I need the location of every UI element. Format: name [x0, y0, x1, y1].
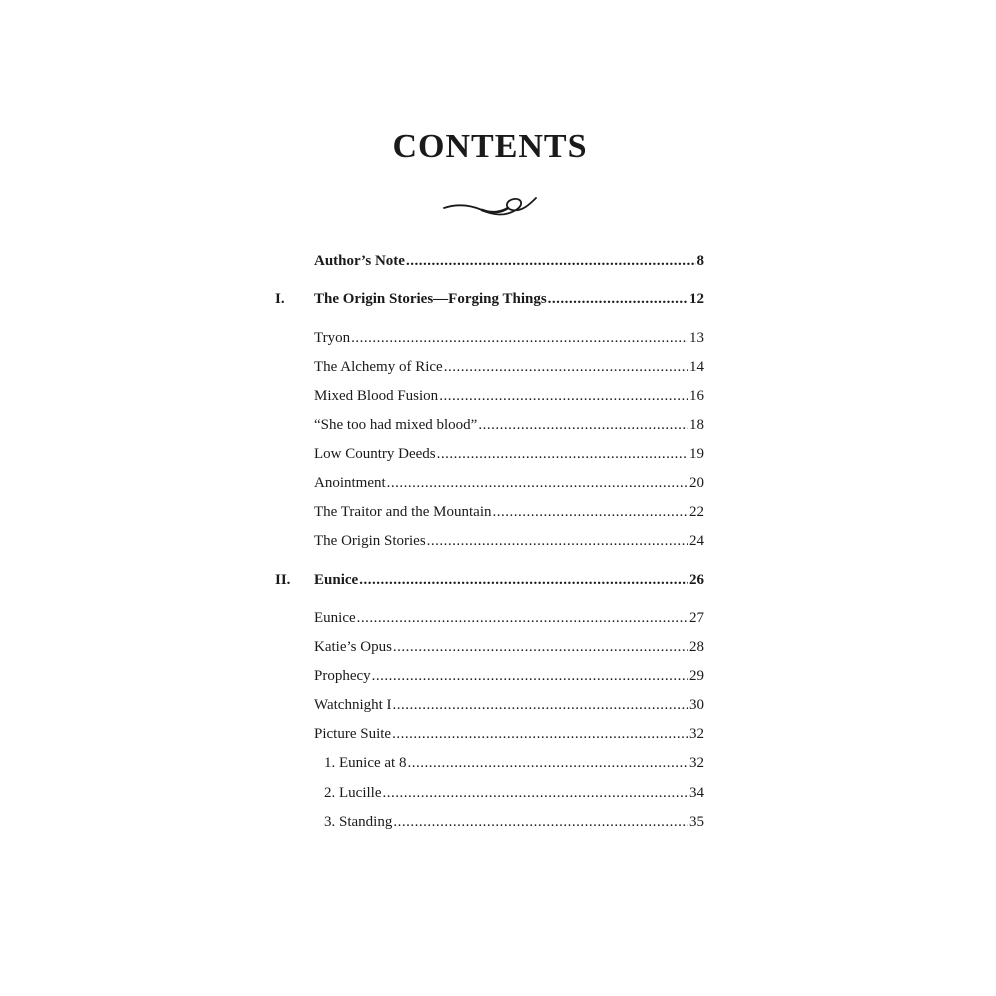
toc-page-number: 8	[696, 253, 704, 269]
toc-entry-label: Author’s Note	[314, 253, 405, 269]
dot-leader	[393, 694, 688, 716]
toc-entry[interactable]	[314, 501, 704, 523]
toc-entry[interactable]	[314, 356, 704, 378]
toc-entry-label: Mixed Blood Fusion	[314, 388, 439, 404]
part-numeral: I.	[275, 291, 285, 307]
toc-entry-authors-note[interactable]	[314, 250, 704, 272]
toc-page-number: 16	[689, 388, 704, 404]
toc-entry-label: The Alchemy of Rice	[314, 359, 443, 375]
toc-entry[interactable]	[314, 472, 704, 494]
toc-entry[interactable]	[314, 327, 704, 349]
toc-page-number: 35	[689, 814, 704, 830]
toc-part-heading[interactable]	[314, 569, 704, 591]
dot-leader	[393, 636, 688, 658]
toc-subentry[interactable]	[324, 811, 704, 833]
toc-page-number: 20	[689, 475, 704, 491]
toc-entry[interactable]	[314, 723, 704, 745]
toc-page-number: 30	[689, 697, 704, 713]
toc-entry-label: 3. Standing	[324, 814, 393, 830]
toc-page-number: 27	[689, 610, 704, 626]
dot-leader	[351, 327, 688, 349]
toc-entry-label: The Origin Stories	[314, 533, 426, 549]
toc-entry-label: “She too had mixed blood”	[314, 417, 478, 433]
dot-leader	[372, 665, 688, 687]
dot-leader	[478, 414, 688, 436]
dot-leader	[406, 250, 696, 272]
toc-entry-label: Eunice	[314, 610, 356, 626]
toc-page-number: 32	[689, 755, 704, 771]
toc-page-number: 18	[689, 417, 704, 433]
toc-page-number: 32	[689, 726, 704, 742]
toc-subentry[interactable]	[324, 782, 704, 804]
toc-page-number: 22	[689, 504, 704, 520]
toc-entry-label: Watchnight I	[314, 697, 392, 713]
page-title: CONTENTS	[392, 128, 588, 165]
toc-page-number: 26	[689, 572, 704, 588]
toc-entry-label: Katie’s Opus	[314, 639, 392, 655]
dot-leader	[492, 501, 688, 523]
toc-entry-label: Picture Suite	[314, 726, 392, 742]
dot-leader	[392, 723, 688, 745]
toc-entry[interactable]	[314, 607, 704, 629]
dot-leader	[359, 569, 688, 591]
toc-entry[interactable]	[314, 443, 704, 465]
toc-entry-label: The Traitor and the Mountain	[314, 504, 492, 520]
dot-leader	[382, 782, 688, 804]
toc-entry-label: Eunice	[314, 572, 359, 588]
toc-entry[interactable]	[314, 414, 704, 436]
toc-entry[interactable]	[314, 530, 704, 552]
toc-entry[interactable]	[314, 694, 704, 716]
toc-entry-label: Anointment	[314, 475, 386, 491]
toc-page-number: 28	[689, 639, 704, 655]
dot-leader	[548, 288, 688, 310]
toc-subentry[interactable]	[324, 752, 704, 774]
toc-entry[interactable]	[314, 665, 704, 687]
toc-part-heading[interactable]	[314, 288, 704, 310]
toc-page-number: 24	[689, 533, 704, 549]
toc-entry-label: Low Country Deeds	[314, 446, 436, 462]
dot-leader	[444, 356, 688, 378]
toc-entry-label: 2. Lucille	[324, 785, 382, 801]
dot-leader	[387, 472, 688, 494]
toc-entry-label: 1. Eunice at 8	[324, 755, 407, 771]
part-numeral: II.	[275, 572, 291, 588]
toc-page-number: 13	[689, 330, 704, 346]
toc-page-number: 19	[689, 446, 704, 462]
toc-entry[interactable]	[314, 636, 704, 658]
dot-leader	[439, 385, 688, 407]
toc-page-number: 29	[689, 668, 704, 684]
toc-entry-label: Prophecy	[314, 668, 371, 684]
toc-page-number: 14	[689, 359, 704, 375]
dot-leader	[357, 607, 688, 629]
toc-page-number: 12	[689, 291, 704, 307]
toc-page-number: 34	[689, 785, 704, 801]
dot-leader	[427, 530, 688, 552]
dot-leader	[393, 811, 688, 833]
toc-entry[interactable]	[314, 385, 704, 407]
toc-entry-label: The Origin Stories—Forging Things	[314, 291, 547, 307]
toc-entry-label: Tryon	[314, 330, 351, 346]
dot-leader	[437, 443, 688, 465]
flourish-icon	[442, 190, 538, 224]
dot-leader	[407, 752, 688, 774]
